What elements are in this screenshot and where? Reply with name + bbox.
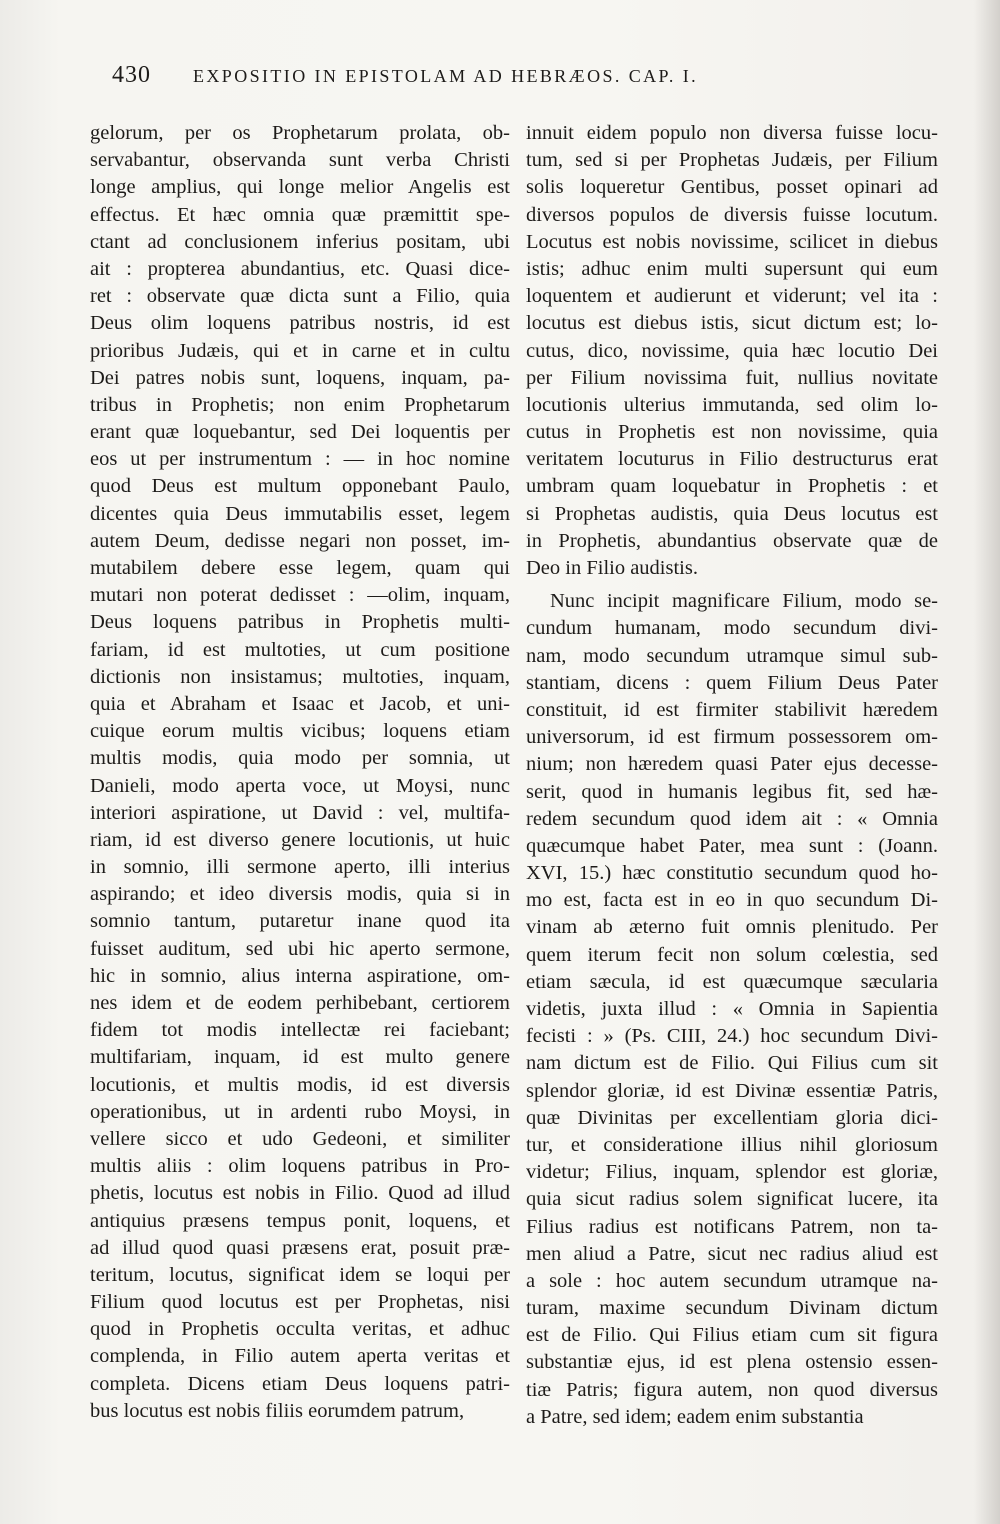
text-line: constituit, id est firmiter stabilivit hæredem <box>526 698 938 721</box>
text-line: per Filium novissima fuit, nullius novitate <box>526 366 938 389</box>
running-title: EXPOSITIO IN EPISTOLAM AD HEBRÆOS. CAP. I. <box>193 66 699 86</box>
text-line: cuique eorum multis vicibus; loquens etiam <box>90 720 510 743</box>
text-line: effectus. Et hæc omnia quæ præmittit spe- <box>90 203 510 226</box>
text-line: Danieli, modo aperta voce, ut Moysi, nunc <box>90 774 510 797</box>
text-line: cutus, dico, novissime, quia hæc locutio Dei <box>526 339 938 362</box>
text-line: substantiæ ejus, id est plena ostensio essen- <box>526 1351 938 1374</box>
text-line: tur, et consideratione illius nihil gloriosum <box>526 1133 938 1156</box>
text-line: serit, quod in humanis legibus fit, sed hæ- <box>526 780 938 803</box>
text-line: ait : propterea abundantius, etc. Quasi dice- <box>90 257 510 280</box>
text-line: etiam sæcula, id est quæcumque sæcularia <box>526 970 938 993</box>
text-line: quem iterum fecit non solum cœlestia, sed <box>526 943 938 966</box>
text-line: a Patre, sed idem; eadem enim substantia <box>526 1405 864 1428</box>
right-text-column <box>526 120 938 1431</box>
text-line: prioribus Judæis, qui et in carne et in cultu <box>90 339 510 362</box>
text-line: tribus in Prophetis; non enim Prophetarum <box>90 393 510 416</box>
text-line: Nunc incipit magnificare Filium, modo se- <box>550 590 938 613</box>
text-line: mutabilem debere esse legem, quam qui <box>90 557 510 579</box>
text-line: phetis, locutus est nobis in Filio. Quod ad illud <box>90 1182 510 1205</box>
text-line: bus locutus est nobis filiis eorumdem patrum, <box>90 1399 465 1422</box>
text-line: videtis, juxta illud : « Omnia in Sapientia <box>526 998 938 1020</box>
text-line: autem Deum, dedisse negari non posset, im- <box>90 529 510 552</box>
text-line: locutionis, et multis modis, id est diversis <box>90 1073 510 1096</box>
text-line: turam, maxime secundum Divinam dictum <box>526 1297 938 1320</box>
text-line: multifariam, inquam, id est multo genere <box>90 1046 510 1069</box>
text-line: multis aliis : olim loquens patribus in Pro- <box>90 1155 510 1178</box>
text-line: aspirando; et ideo diversis modis, quia si in <box>90 883 510 906</box>
text-line: interiori aspiratione, ut David : vel, multifa- <box>90 801 510 824</box>
text-line: est de Filio. Qui Filius etiam cum sit figura <box>526 1324 938 1347</box>
text-line: in somnio, illi sermone aperto, illi interius <box>90 856 510 879</box>
text-line: Locutus est nobis novissime, scilicet in diebus <box>526 230 938 253</box>
text-line: operationibus, ut in ardenti rubo Moysi, in <box>90 1100 510 1123</box>
text-line: mo est, facta est in eo in quo secundum Di- <box>526 889 938 912</box>
text-line: XVI, 15.) hæc constitutio secundum quod ho- <box>526 862 938 885</box>
text-line: fuisset auditum, sed ubi hic aperto sermone, <box>90 937 510 960</box>
text-line: quia sicut radius solem significat lucere, ita <box>526 1188 938 1211</box>
text-line: fecisti : » (Ps. CIII, 24.) hoc secundum Divi- <box>526 1025 938 1048</box>
text-line: locutionis ulterius immutanda, sed olim lo- <box>526 393 938 416</box>
text-line: fariam, id est multoties, ut cum positione <box>90 638 510 661</box>
text-line: erant quæ loquebantur, sed Dei loquentis per <box>90 421 510 444</box>
text-line: solis loqueretur Gentibus, posset opinari ad <box>526 176 938 199</box>
text-line: in Prophetis, abundantius observate quæ de <box>526 529 938 552</box>
text-line: hic in somnio, alius interna aspiratione, om- <box>90 964 510 987</box>
text-line: Filium quod locutus est per Prophetas, nisi <box>90 1291 510 1314</box>
text-line: longe amplius, qui longe melior Angelis est <box>90 176 510 199</box>
text-line: splendor gloriæ, id est Divinæ essentiæ Patris, <box>526 1079 938 1102</box>
text-line: multis modis, quia modo per somnia, ut <box>90 747 510 770</box>
text-line: istis; adhuc enim multi supersunt qui eum <box>526 257 938 280</box>
text-line: Dei patres nobis sunt, loquens, inquam, pa- <box>90 366 510 389</box>
text-line: ret : observate quæ dicta sunt a Filio, quia <box>90 285 510 308</box>
text-line: ctant ad conclusionem inferius positam, ubi <box>90 230 510 253</box>
text-line: fidem tot modis intellectæ rei faciebant; <box>90 1019 510 1042</box>
text-line: tiæ Patris; figura autem, non quod diversus <box>526 1378 938 1401</box>
text-line: nium; non hæredem quasi Pater ejus decesse- <box>526 753 938 776</box>
text-line: ad illud quod quasi præsens erat, posuit præ- <box>90 1236 510 1259</box>
page-header <box>112 62 772 96</box>
text-line: complenda, in Filio autem aperta veritas et <box>90 1345 510 1368</box>
text-line: antiquius præsens tempus ponit, loquens, et <box>90 1209 510 1232</box>
text-line: eos ut per instrumentum : — in hoc nomine <box>90 448 510 471</box>
text-line: dictionis non insistamus; multoties, inquam, <box>90 665 510 688</box>
text-line: si Prophetas audistis, quia Deus locutus est <box>526 502 938 525</box>
text-line: Deus olim loquens patribus nostris, id est <box>90 312 510 335</box>
page-number: 430 <box>112 62 151 88</box>
text-line: locutus est diebus istis, sicut dictum est; lo- <box>526 312 938 335</box>
text-line: vellere sicco et udo Gedeoni, et similiter <box>90 1127 510 1150</box>
text-line: mutari non poterat dedisset : —olim, inquam, <box>90 584 510 607</box>
text-line: quod Deus est multum opponebant Paulo, <box>90 475 510 498</box>
text-line: diversos populos de diversis fuisse locutum. <box>526 203 938 226</box>
text-line: innuit eidem populo non diversa fuisse locu- <box>526 122 938 144</box>
text-line: stantiam, dicens : quem Filium Deus Pater <box>526 671 938 694</box>
text-line: Filius radius est notificans Patrem, non ta- <box>526 1215 938 1238</box>
text-line: umbram quam loquebatur in Prophetis : et <box>526 475 938 498</box>
text-line: tum, sed si per Prophetas Judæis, per Filium <box>526 149 938 172</box>
text-line: vinam ab æterno fuit omnis plenitudo. Per <box>526 916 938 939</box>
text-line: dicentes quia Deus immutabilis esset, legem <box>90 502 510 525</box>
text-line: cutus in Prophetis est non novissime, quia <box>526 421 938 444</box>
text-line: cundum humanam, modo secundum divi- <box>526 617 938 640</box>
text-line: teritum, locutus, significat idem se loqui per <box>90 1263 510 1286</box>
text-line: loquentem et audierunt et viderunt; vel ita : <box>526 285 938 308</box>
left-text-column <box>90 120 510 1425</box>
text-line: videtur; Filius, inquam, splendor est gloriæ, <box>526 1161 938 1184</box>
text-line: gelorum, per os Prophetarum prolata, ob- <box>90 122 510 144</box>
text-line: men aliud a Patre, sicut nec radius aliud est <box>526 1242 938 1265</box>
text-line: servabantur, observanda sunt verba Christi <box>90 149 510 172</box>
text-line: nam dictum est de Filio. Qui Filius cum sit <box>526 1052 938 1075</box>
text-line: somnio tantum, putaretur inane quod ita <box>90 910 510 933</box>
text-line: riam, id est diverso genere locutionis, ut huic <box>90 828 510 851</box>
text-line: nam, modo secundum utramque simul sub- <box>526 644 938 667</box>
text-line: quod in Prophetis occulta veritas, et adhuc <box>90 1318 510 1341</box>
text-line: universorum, id est firmum possessorem om- <box>526 726 938 749</box>
text-line: redem secundum quod idem ait : « Omnia <box>526 807 938 830</box>
text-line: quia et Abraham et Isaac et Jacob, et uni- <box>90 692 510 715</box>
text-line: a sole : hoc autem secundum utramque na- <box>526 1269 938 1292</box>
text-line: completa. Dicens etiam Deus loquens patri- <box>90 1372 510 1395</box>
text-line: Deus loquens patribus in Prophetis multi- <box>90 611 510 634</box>
text-line: quæ Divinitas per excellentiam gloria dici- <box>526 1106 938 1129</box>
text-line: nes idem et de eodem perhibebant, certiorem <box>90 992 510 1014</box>
text-line: Deo in Filio audistis. <box>526 557 698 579</box>
text-line: veritatem locuturus in Filio destructurus erat <box>526 448 938 471</box>
text-line: quæcumque habet Pater, mea sunt : (Joann. <box>526 834 938 857</box>
